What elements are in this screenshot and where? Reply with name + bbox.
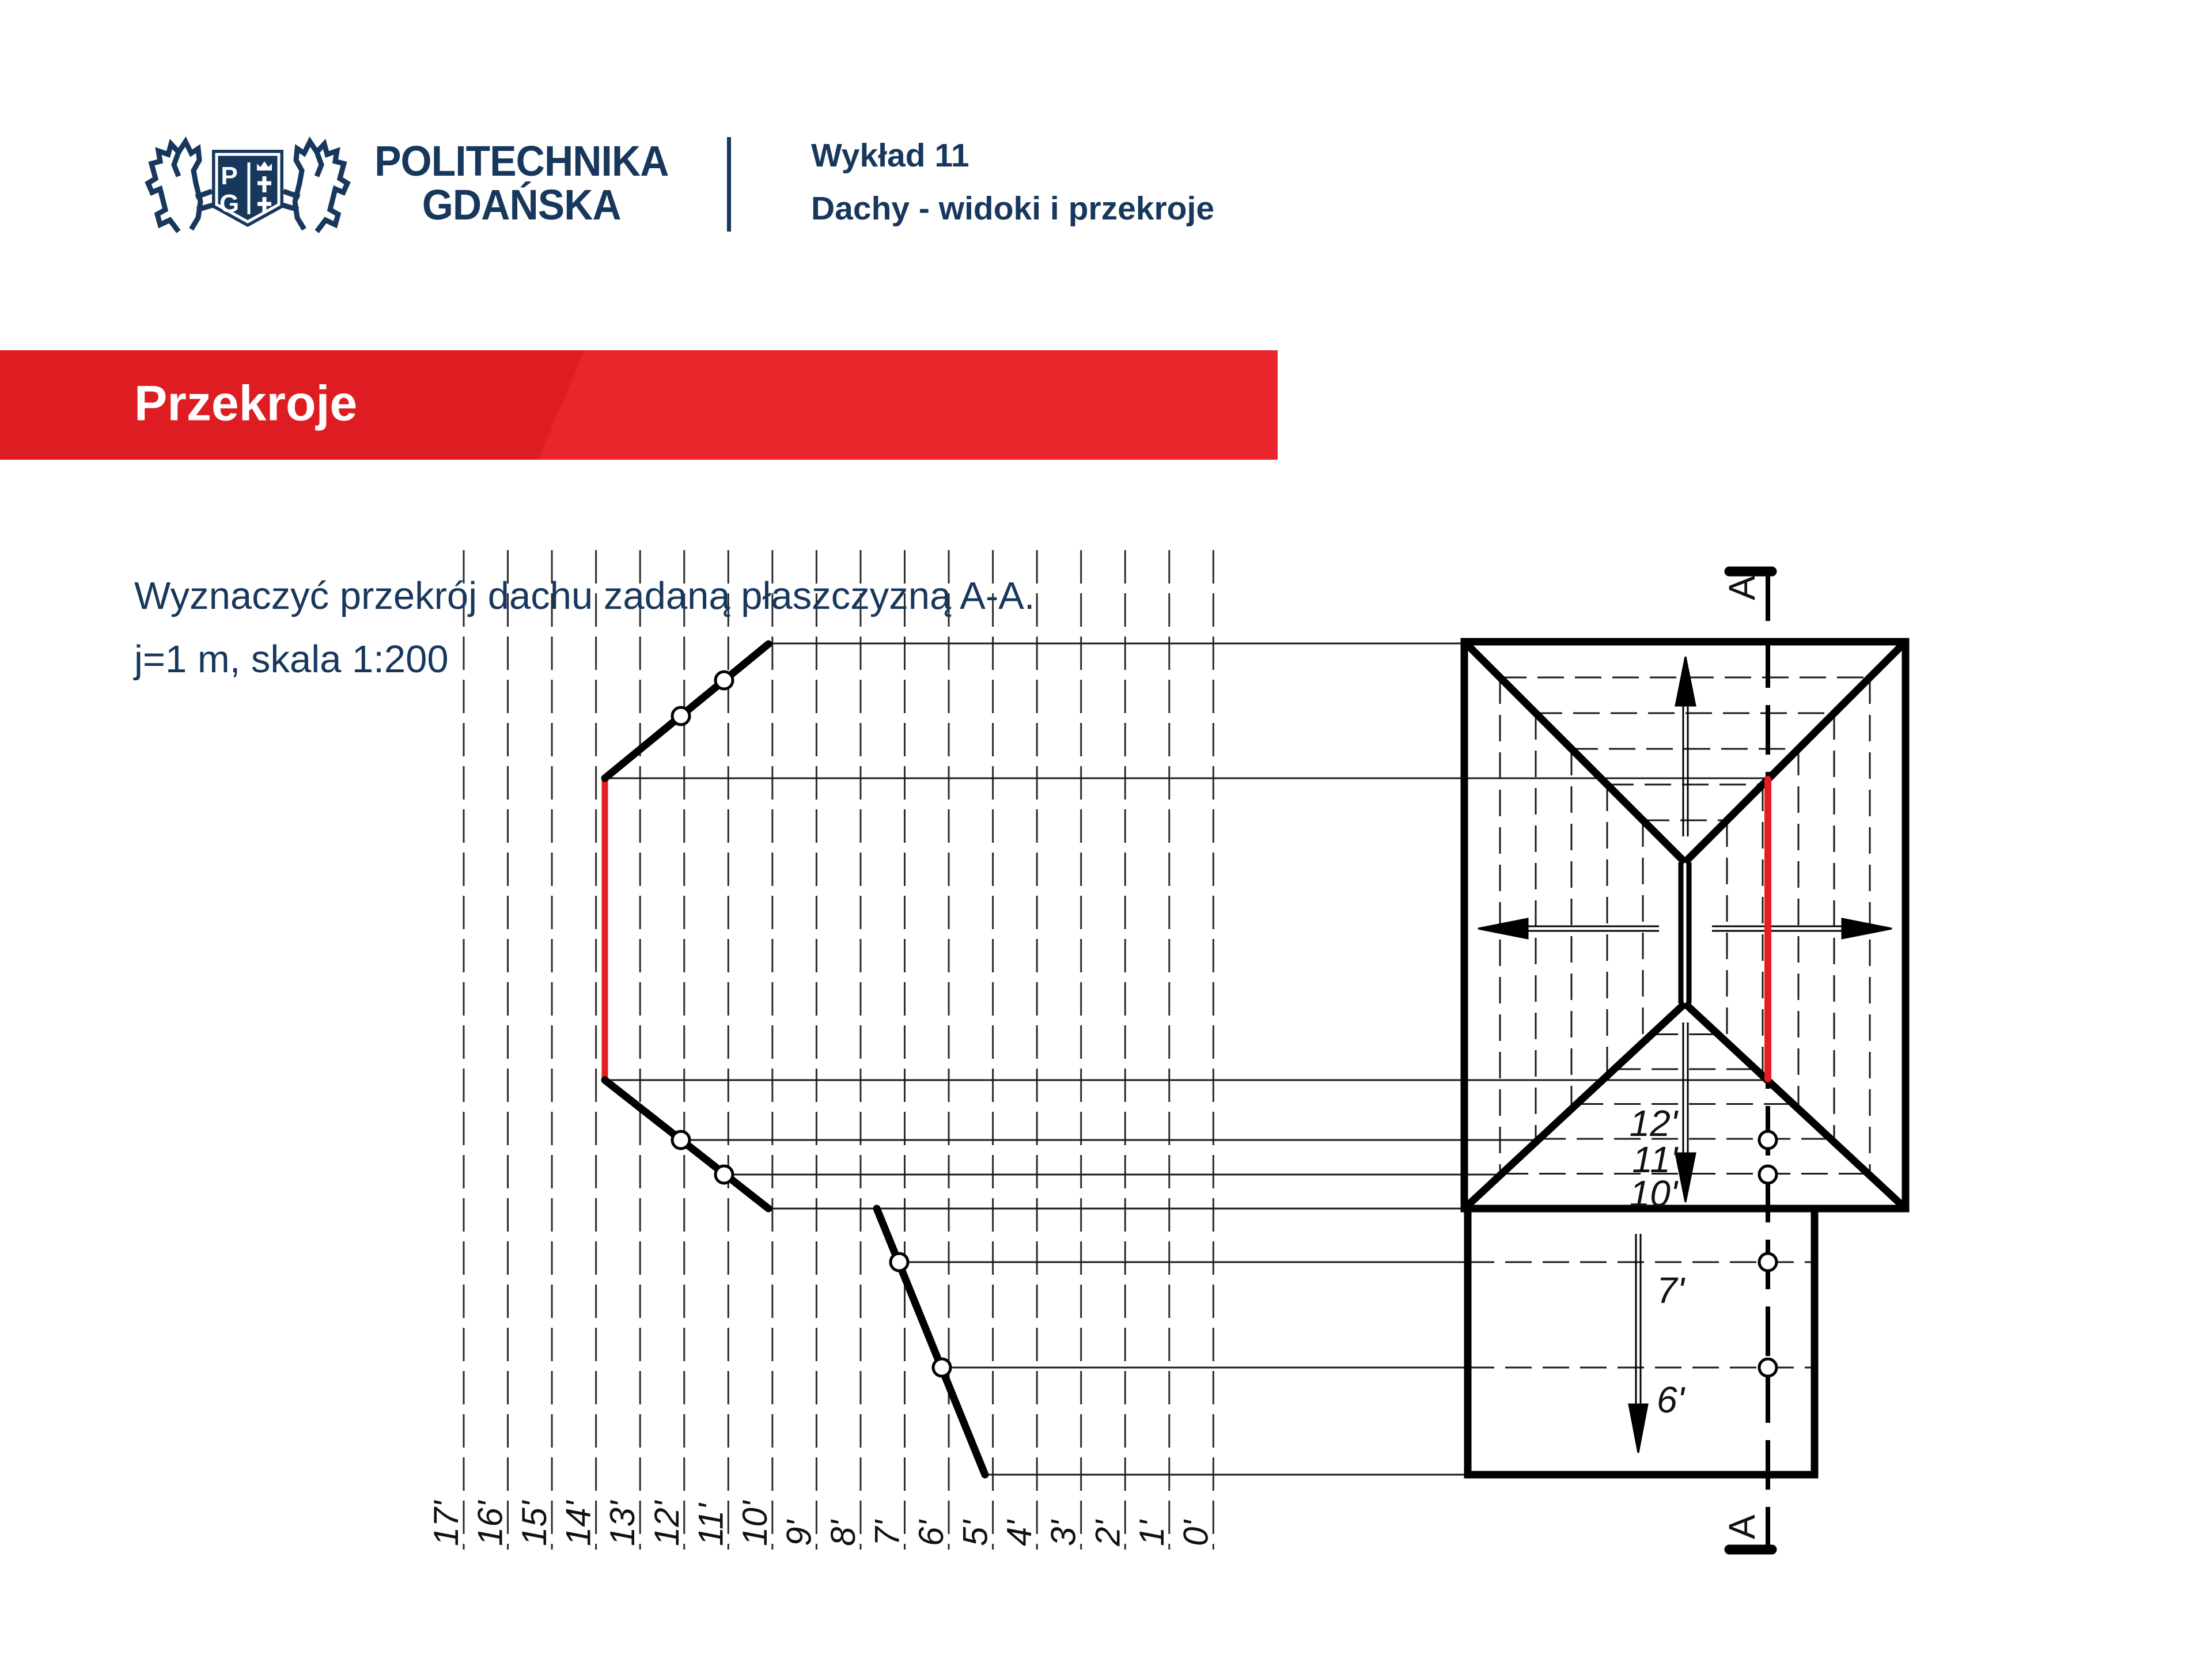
lower-slope-arrow-down-icon bbox=[1629, 1234, 1647, 1453]
height-grid-labels bbox=[427, 1499, 1215, 1547]
svg-text:P: P bbox=[221, 162, 238, 190]
grid-label: 2' bbox=[1088, 1520, 1127, 1546]
grid-label: 8' bbox=[823, 1520, 862, 1546]
grid-label: 13' bbox=[603, 1501, 642, 1546]
lower-contour-label-7: 7' bbox=[1657, 1270, 1684, 1311]
university-name: POLITECHNIKA GDAŃSKA bbox=[374, 137, 669, 229]
hip-top-left bbox=[1464, 642, 1685, 862]
problem-statement bbox=[134, 565, 1035, 691]
slope-arrow-down-icon bbox=[1676, 1022, 1695, 1202]
grid-label: 12' bbox=[647, 1501, 686, 1546]
grid-label: 1' bbox=[1132, 1520, 1171, 1546]
grid-label: 11' bbox=[691, 1503, 730, 1546]
grid-label: 5' bbox=[956, 1520, 995, 1546]
slope-arrows bbox=[1478, 657, 1892, 1453]
page-title: Przekroje bbox=[134, 376, 358, 431]
section-profile-lines bbox=[605, 644, 985, 1475]
roof-plan-outline bbox=[1464, 642, 1906, 1209]
grid-label: 17' bbox=[427, 1501, 465, 1546]
lion-right-icon bbox=[282, 142, 347, 232]
grid-label: 4' bbox=[1000, 1520, 1039, 1546]
roof-ridge bbox=[1681, 862, 1689, 1003]
grid-label: 9' bbox=[779, 1520, 819, 1546]
slope-arrow-left-icon bbox=[1478, 919, 1659, 938]
grid-label: 16' bbox=[471, 1501, 510, 1546]
grid-label: 0' bbox=[1176, 1520, 1215, 1546]
problem-line-1: Wyznaczyć przekrój dachu zadaną płaszczyzną A-A. bbox=[134, 574, 1035, 618]
hip-bottom-right bbox=[1685, 1003, 1906, 1209]
grid-label: 14' bbox=[559, 1501, 598, 1546]
slope-arrow-right-icon bbox=[1712, 919, 1892, 938]
section-label-a-bottom: A bbox=[1721, 1514, 1763, 1539]
header-divider bbox=[727, 137, 731, 232]
lecture-title: Wykład 11 bbox=[811, 137, 969, 174]
height-grid-lines bbox=[464, 550, 1213, 1550]
contour-label-12: 12' bbox=[1629, 1103, 1677, 1144]
pg-logo-icon bbox=[138, 128, 357, 246]
contour-label-10: 10' bbox=[1629, 1173, 1677, 1214]
lower-contour-label-6: 6' bbox=[1657, 1379, 1684, 1421]
svg-text:G: G bbox=[219, 190, 240, 218]
lecture-topic: Dachy - widoki i przekroje bbox=[811, 190, 1215, 227]
section-label-a-top: A bbox=[1721, 575, 1763, 600]
grid-label: 10' bbox=[735, 1501, 774, 1546]
section-banner bbox=[0, 350, 1278, 460]
hip-top-right bbox=[1685, 642, 1906, 862]
grid-label: 15' bbox=[515, 1501, 554, 1546]
lion-left-icon bbox=[148, 142, 213, 232]
grid-label: 7' bbox=[868, 1520, 907, 1546]
lecture-block bbox=[811, 138, 1214, 226]
problem-line-2: j=1 m, skala 1:200 bbox=[134, 638, 449, 681]
grid-label: 3' bbox=[1044, 1520, 1083, 1546]
construction-points bbox=[672, 672, 1777, 1376]
grid-label: 6' bbox=[912, 1520, 951, 1546]
slope-arrow-up-icon bbox=[1676, 657, 1695, 836]
pg-shield-icon bbox=[212, 150, 283, 227]
contour-label-11: 11' bbox=[1632, 1139, 1677, 1180]
